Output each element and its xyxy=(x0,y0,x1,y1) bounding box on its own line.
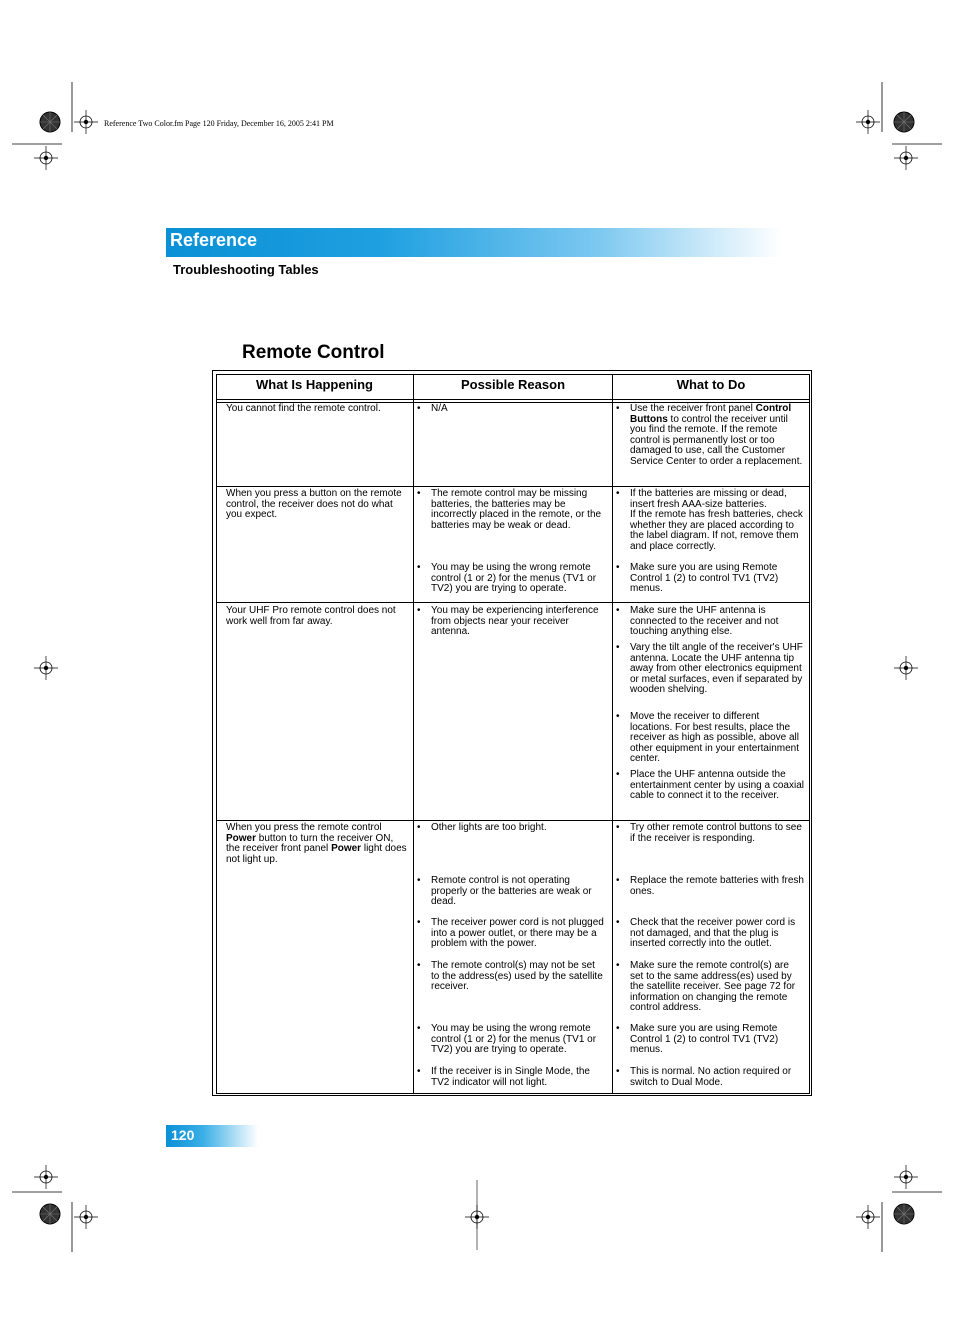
bullet: • xyxy=(417,822,421,833)
bullet: • xyxy=(417,1066,421,1077)
section-title: Reference xyxy=(170,230,258,250)
bullet: • xyxy=(417,960,421,971)
row4-action-4: • Make sure the remote control(s) are set to the same address(es) used by the satellite receiver. See page 72 for information on changing the remote control address. xyxy=(616,960,796,1014)
bullet: • xyxy=(616,562,620,573)
row3-happening: Your UHF Pro remote control does not work well from far away. xyxy=(226,605,396,627)
row4-reason-4: • The remote control(s) may not be set to the address(es) used by the satellite receiver. xyxy=(417,960,603,993)
row1-happening: You cannot find the remote control. xyxy=(226,403,381,414)
row2-action-2: • Make sure you are using Remote Control 1 (2) to control TV1 (TV2) menus. xyxy=(616,562,779,595)
bullet: • xyxy=(616,488,620,499)
row1-action-1: • Use the receiver front panel Control Buttons to control the receiver until you find the remote. If the remote control is permanently lost or too damaged to use, call the Customer Service Center to order a replacement. xyxy=(616,403,803,467)
header-what-to-do: What to Do xyxy=(676,377,746,392)
row4-action-5: • Make sure you are using Remote Control 1 (2) to control TV1 (TV2) menus. xyxy=(616,1023,779,1056)
bullet: • xyxy=(616,1066,620,1077)
header-possible-reason: Possible Reason xyxy=(460,377,566,392)
row4-happening: When you press the remote control Power button to turn the receiver ON, the receiver front panel Power light does not light up. xyxy=(226,822,407,865)
row2-action-1: • If the batteries are missing or dead, insert fresh AAA-size batteries. If the remote has fresh batteries, check whether they are placed according to the label diagram. If not, remove them and place correctly. xyxy=(616,488,803,552)
file-info: Reference Two Color.fm Page 120 Friday, December 16, 2005 2:41 PM xyxy=(104,119,334,128)
bullet: • xyxy=(417,605,421,616)
row2-happening: When you press a button on the remote control, the receiver does not do what you expect. xyxy=(226,488,402,521)
row3-action-4: • Place the UHF antenna outside the entertainment center by using a coaxial cable to connect it to the receiver. xyxy=(616,769,804,802)
bullet: • xyxy=(616,605,620,616)
bullet: • xyxy=(417,403,421,414)
bullet: • xyxy=(417,875,421,886)
bullet: • xyxy=(417,562,421,573)
bullet: • xyxy=(616,403,620,414)
bullet: • xyxy=(616,875,620,886)
row1-reason-1: • N/A xyxy=(417,403,448,414)
row4-reason-2: • Remote control is not operating properly or the batteries are weak or dead. xyxy=(417,875,592,908)
row4-reason-3: • The receiver power cord is not plugged into a power outlet, or there may be a problem with the power. xyxy=(417,917,604,950)
row4-action-6: • This is normal. No action required or switch to Dual Mode. xyxy=(616,1066,792,1088)
bullet: • xyxy=(616,960,620,971)
row2-reason-1: • The remote control may be missing batteries, the batteries may be incorrectly placed in the remote, or the batteries may be weak or dead. xyxy=(417,488,602,531)
row3-reason-1: • You may be experiencing interference from objects near your receiver antenna. xyxy=(417,605,599,638)
bullet: • xyxy=(417,917,421,928)
row2-reason-2: • You may be using the wrong remote control (1 or 2) for the menus (TV1 or TV2) you are trying to operate. xyxy=(417,562,597,595)
row4-action-1: • Try other remote control buttons to see if the receiver is responding. xyxy=(616,822,802,844)
table-title: Remote Control xyxy=(242,342,385,363)
bullet: • xyxy=(616,642,620,653)
bullet: • xyxy=(616,769,620,780)
row3-action-1: • Make sure the UHF antenna is connected to the receiver and not touching anything else. xyxy=(616,605,779,638)
subsection-title: Troubleshooting Tables xyxy=(173,262,319,277)
bullet: • xyxy=(616,711,620,722)
bullet: • xyxy=(417,488,421,499)
row3-action-2: • Vary the tilt angle of the receiver's UHF antenna. Locate the UHF antenna tip away from other electronics equipment or metal surfaces, even if separated by wooden shelving. xyxy=(616,642,803,696)
bullet: • xyxy=(616,917,620,928)
row4-reason-5: • You may be using the wrong remote control (1 or 2) for the menus (TV1 or TV2) you are trying to operate. xyxy=(417,1023,597,1056)
row4-action-3: • Check that the receiver power cord is not damaged, and that the plug is inserted correctly into the outlet. xyxy=(616,917,796,950)
bullet: • xyxy=(417,1023,421,1034)
bullet: • xyxy=(616,1023,620,1034)
row4-action-2: • Replace the remote batteries with fresh ones. xyxy=(616,875,804,897)
page-number: 120 xyxy=(171,1127,195,1143)
row3-action-3: • Move the receiver to different locations. For best results, place the receiver as high as possible, above all other equipment in your entertainment center. xyxy=(616,711,799,765)
row4-reason-6: • If the receiver is in Single Mode, the TV2 indicator will not light. xyxy=(417,1066,590,1088)
header-what-is-happening: What Is Happening xyxy=(256,377,373,392)
bullet: • xyxy=(616,822,620,833)
row4-reason-1: • Other lights are too bright. xyxy=(417,822,547,833)
